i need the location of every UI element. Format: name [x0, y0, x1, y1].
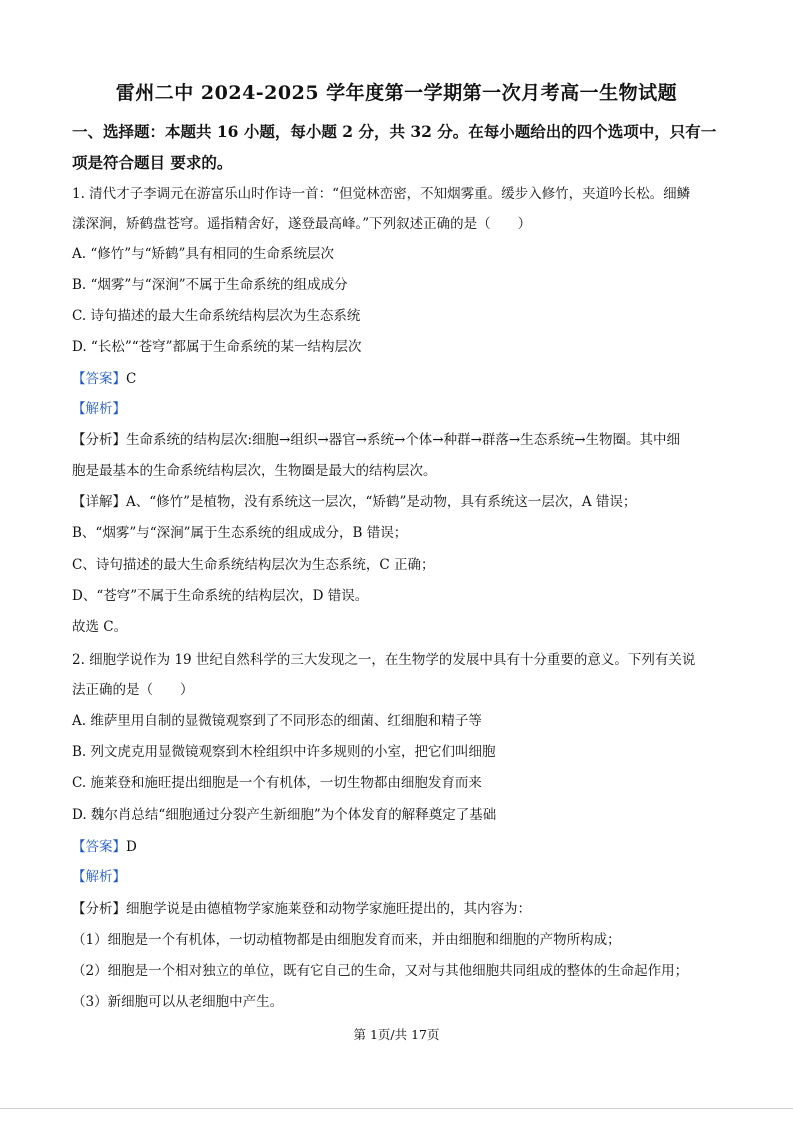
- q2-fenxi-tag: 【分析】: [72, 901, 126, 917]
- q2-point-2: （2）细胞是一个相对独立的单位，既有它自己的生命，又对与其他细胞共同组成的整体的生命起作用；: [72, 963, 689, 979]
- q2-stem-line2: 法正确的是（ ）: [72, 682, 194, 698]
- q1-detail-b: B、“烟雾”与“深涧”属于生态系统的组成成分，B 错误；: [72, 525, 408, 541]
- q2-option-d: D. 魏尔肖总结“细胞通过分裂产生新细胞”为个体发育的解释奠定了基础: [72, 807, 497, 823]
- q1-option-d: D. “长松”“苍穹”都属于生命系统的某一结构层次: [72, 339, 362, 355]
- q2-fenxi-row: [72, 899, 724, 919]
- q2-answer-row: [72, 837, 724, 857]
- q2-stem-line1: 2. 细胞学说作为 19 世纪自然科学的三大发现之一，在生物学的发展中具有十分重要的意义。下列有关说: [72, 652, 696, 668]
- page-footer: 第 1页/共 17页: [353, 1027, 440, 1042]
- q1-fenxi-line2: 胞是最基本的生命系统结构层次，生物圈是最大的结构层次。: [72, 463, 437, 479]
- q1-fenxi-row: [72, 430, 724, 450]
- q1-detail-c: C、诗句描述的最大生命系统结构层次为生态系统，C 正确；: [72, 557, 435, 573]
- q1-fenxi-line1: 生命系统的结构层次:细胞→组织→器官→系统→个体→种群→群落→生态系统→生物圈。其中细: [126, 432, 681, 448]
- q1-option-c: C. 诗句描述的最大生命系统结构层次为生态系统: [72, 308, 361, 324]
- q2-answer-tag: 【答案】: [72, 839, 126, 855]
- exam-title: 雷州二中 2024-2025 学年度第一学期第一次月考高一生物试题: [115, 82, 678, 104]
- q1-detail-d: D、“苍穹”不属于生命系统的结构层次，D 错误。: [72, 588, 369, 604]
- q1-option-a: A. “修竹”与“矫鹤”具有相同的生命系统层次: [72, 246, 334, 262]
- q1-option-b: B. “烟雾”与“深涧”不属于生命系统的组成成分: [72, 277, 348, 293]
- q1-fenxi-tag: 【分析】: [72, 432, 126, 448]
- q1-detail-a: A、“修竹”是植物，没有系统这一层次，“矫鹤”是动物，具有系统这一层次，A 错误；: [126, 494, 637, 510]
- q1-detail-row: [72, 492, 724, 512]
- q1-answer-tag: 【答案】: [72, 371, 126, 387]
- q1-answer-value: C: [126, 371, 137, 387]
- q2-answer-value: D: [126, 839, 137, 855]
- q1-stem-line1: 1. 清代才子李调元在游富乐山时作诗一首：“但觉林峦密，不知烟雾重。缓步入修竹，夹道吟长松。细鳞: [72, 186, 691, 202]
- q2-point-3: （3）新细胞可以从老细胞中产生。: [72, 994, 284, 1010]
- q2-option-b: B. 列文虎克用显微镜观察到木栓组织中许多规则的小室，把它们叫细胞: [72, 744, 496, 760]
- q2-analysis-tag: 【解析】: [72, 869, 126, 885]
- q1-conclusion: 故选 C。: [72, 619, 128, 635]
- q1-answer-row: [72, 369, 724, 389]
- q2-option-a: A. 维萨里用自制的显微镜观察到了不同形态的细菌、红细胞和精子等: [72, 713, 482, 729]
- bottom-divider: [0, 1108, 793, 1109]
- q2-fenxi-line1: 细胞学说是由德植物学家施莱登和动物学家施旺提出的，其内容为：: [126, 901, 531, 917]
- section-heading: 一、选择题：本题共 16 小题，每小题 2 分，共 32 分。在每小题给出的四个选项中，只有一项是符合题目 要求的。: [72, 122, 717, 172]
- q1-stem-line2: 漾深涧，矫鹤盘苍穹。遥指精舍好，遂登最高峰。”下列叙述正确的是（ ）: [72, 216, 532, 232]
- q2-point-1: （1）细胞是一个有机体，一切动植物都是由细胞发育而来，并由细胞和细胞的产物所构成；: [72, 932, 621, 948]
- q2-option-c: C. 施莱登和施旺提出细胞是一个有机体，一切生物都由细胞发育而来: [72, 775, 482, 791]
- q1-analysis-tag: 【解析】: [72, 401, 126, 417]
- q1-detail-tag: 【详解】: [72, 494, 126, 510]
